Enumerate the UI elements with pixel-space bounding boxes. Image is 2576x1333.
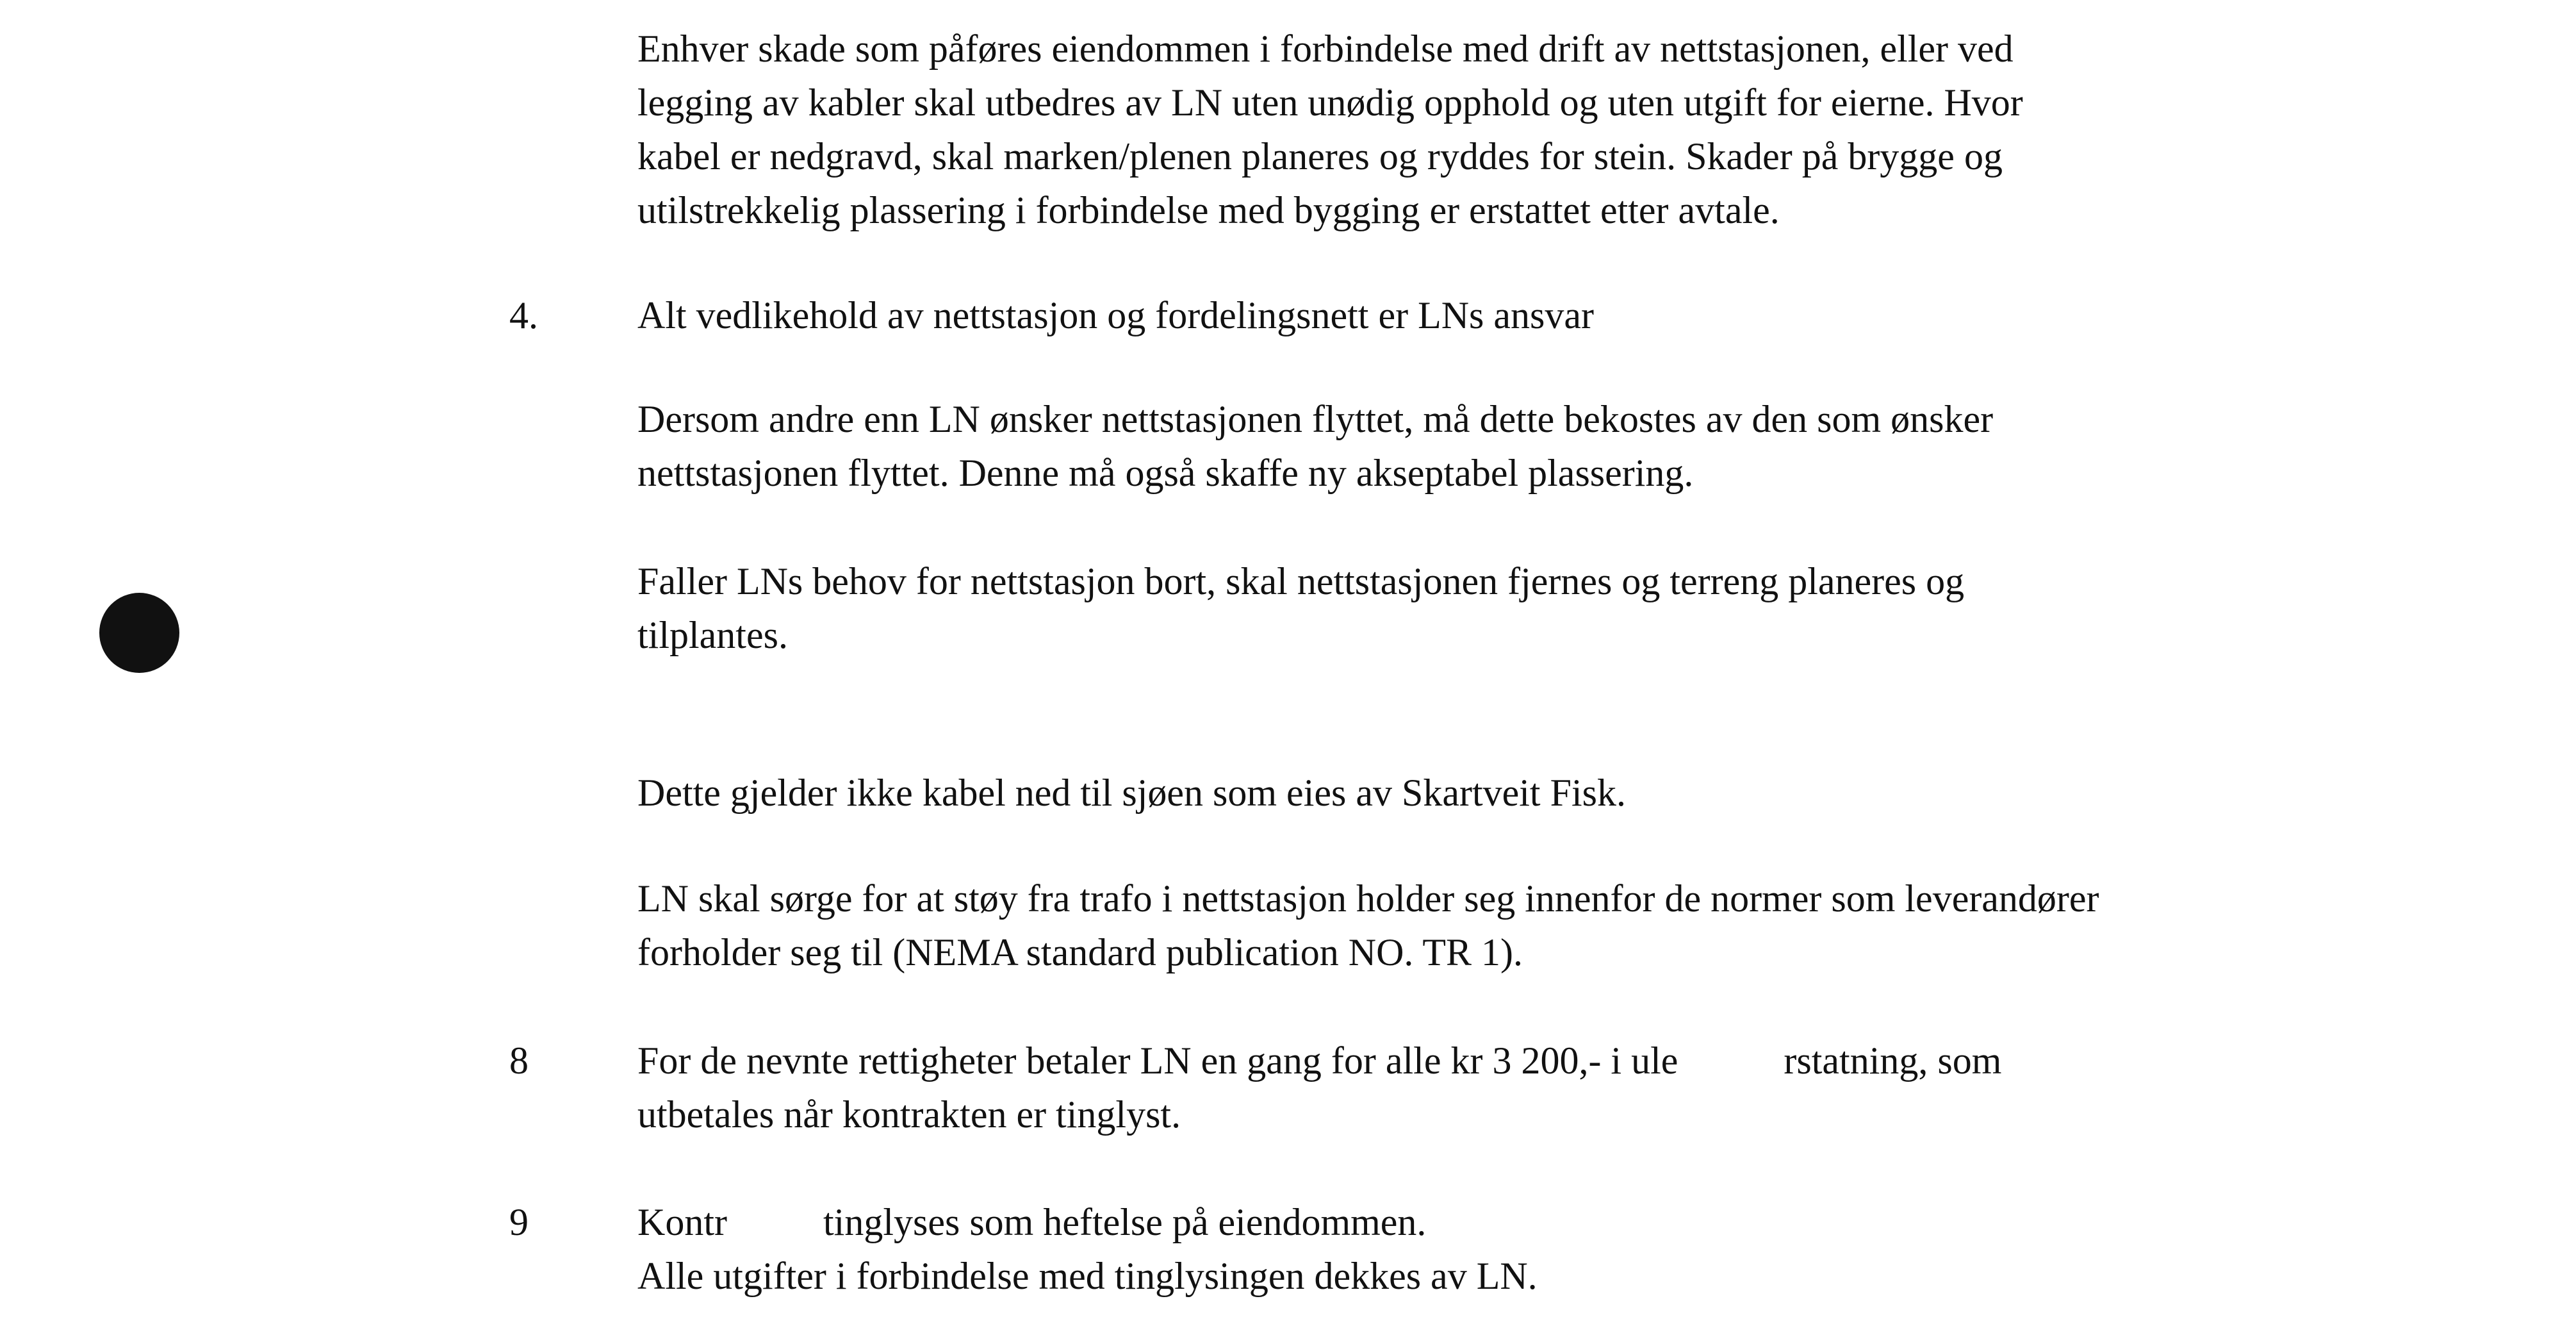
flytting-paragraph xyxy=(637,392,2482,500)
paragraph-line: Enhver skade som påføres eiendommen i forbindelse med drift av nettstasjonen, eller ved xyxy=(637,28,2014,70)
paragraph-line: For de nevnte rettigheter betaler LN en gang for alle kr 3 200,- i ule rstatning, som xyxy=(637,1039,2002,1082)
sjoen-paragraph xyxy=(637,766,2482,820)
paragraph-line: nettstasjonen flyttet. Denne må også skaffe ny akseptabel plassering. xyxy=(637,452,1694,494)
paragraph-line: Kontr tinglyses som heftelse på eiendommen. xyxy=(637,1201,1427,1243)
paragraph-line: utilstrekkelig plassering i forbindelse med bygging er erstattet etter avtale. xyxy=(637,189,1780,231)
paragraph-line: Alt vedlikehold av nettstasjon og fordelingsnett er LNs ansvar xyxy=(637,294,1594,336)
paragraph-line: forholder seg til (NEMA standard publication NO. TR 1). xyxy=(637,931,1523,973)
bortfall-paragraph xyxy=(637,554,2482,662)
item-4-number: 4. xyxy=(509,294,538,336)
paragraph-line: Faller LNs behov for nettstasjon bort, skal nettstasjonen fjernes og terreng planeres og xyxy=(637,560,1965,602)
item-9-text xyxy=(637,1195,2482,1303)
paragraph-line: tilplantes. xyxy=(637,614,788,656)
stoy-paragraph xyxy=(637,872,2482,979)
paragraph-line: Dette gjelder ikke kabel ned til sjøen som eies av Skartveit Fisk. xyxy=(637,772,1626,814)
paragraph-line: Alle utgifter i forbindelse med tinglysingen dekkes av LN. xyxy=(637,1255,1538,1297)
item-8-number: 8 xyxy=(509,1039,529,1082)
paragraph-line: LN skal sørge for at støy fra trafo i nettstasjon holder seg innenfor de normer som leverandører xyxy=(637,877,2099,920)
intro-paragraph xyxy=(637,22,2482,237)
paragraph-line: Dersom andre enn LN ønsker nettstasjonen flyttet, må dette bekostes av den som ønsker xyxy=(637,398,1994,440)
paragraph-line: utbetales når kontrakten er tinglyst. xyxy=(637,1093,1181,1136)
item-8-text xyxy=(637,1034,2482,1141)
item-4-text xyxy=(637,288,2482,342)
item-9-number: 9 xyxy=(509,1201,529,1243)
punch-hole-mark xyxy=(99,593,179,673)
paragraph-line: kabel er nedgravd, skal marken/plenen planeres og ryddes for stein. Skader på brygge og xyxy=(637,135,2003,178)
paragraph-line: legging av kabler skal utbedres av LN uten unødig opphold og uten utgift for eierne. Hvor xyxy=(637,81,2023,124)
